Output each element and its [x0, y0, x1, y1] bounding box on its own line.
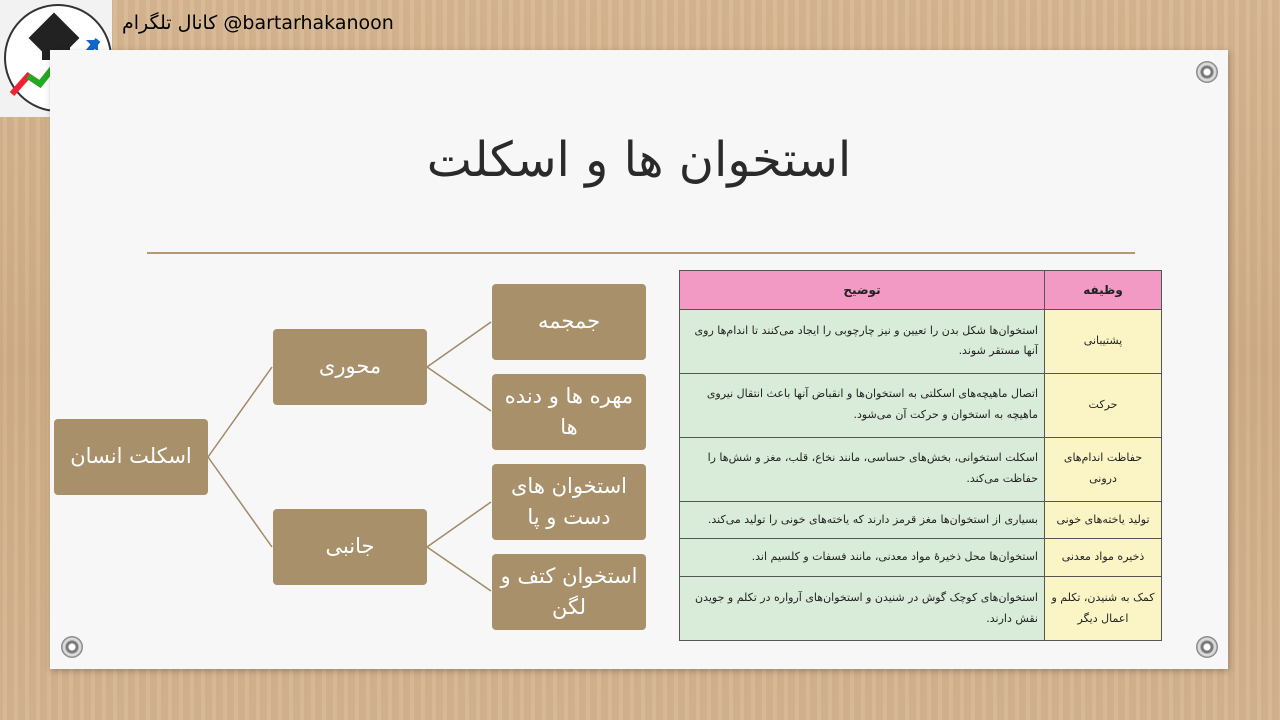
description-cell: اسکلت استخوانی، بخش‌های حساسی، مانند نخاع، قلب، مغز و شش‌ها را حفاظت می‌کند. — [680, 437, 1045, 501]
bone-functions-table — [679, 270, 1162, 641]
diagram-node-axial: محوری — [273, 329, 427, 405]
function-cell: پشتیبانی — [1045, 310, 1162, 374]
diagram-leaf-limb-bones: استخوان های دست و پا — [492, 464, 646, 540]
slide-title: استخوان ها و اسکلت — [426, 132, 852, 188]
description-cell: استخوان‌های کوچک گوش در شنیدن و استخوان‌های آرواره در تکلم و جویدن نقش دارند. — [680, 577, 1045, 641]
connector-axial-skull — [427, 322, 491, 367]
diagram-root-node: اسکلت انسان — [54, 419, 208, 495]
table-row — [680, 539, 1162, 577]
diagram-node-appendicular: جانبی — [273, 509, 427, 585]
function-cell: حفاظت اندام‌های درونی — [1045, 437, 1162, 501]
header-description: توضیح — [680, 271, 1045, 310]
table-row — [680, 310, 1162, 374]
description-cell: استخوان‌ها محل ذخیرهٔ مواد معدنی، مانند فسفات و کلسیم اند. — [680, 539, 1045, 577]
description-cell: استخوان‌ها شکل بدن را تعیین و نیز چارچوبی را ایجاد می‌کنند تا اندام‌ها روی آنها مستقر شوند. — [680, 310, 1045, 374]
function-cell: حرکت — [1045, 373, 1162, 437]
diagram-leaf-vertebrae-ribs: مهره ها و دنده ها — [492, 374, 646, 450]
connector-root-axial — [208, 367, 272, 457]
connector-appendicular-limbs — [427, 502, 491, 547]
table-row — [680, 373, 1162, 437]
channel-caption: کانال تلگرام @bartarhakanoon — [122, 12, 394, 34]
table-row — [680, 501, 1162, 539]
description-cell: اتصال ماهیچه‌های اسکلتی به استخوان‌ها و انقباض آنها باعث انتقال نیروی ماهیچه به استخوان و حرکت آن می‌شود. — [680, 373, 1045, 437]
connector-appendicular-girdle — [427, 547, 491, 591]
connector-axial-vertebrae — [427, 367, 491, 411]
function-cell: ذخیره مواد معدنی — [1045, 539, 1162, 577]
connector-root-appendicular — [208, 457, 272, 547]
function-cell: تولید یاخته‌های خونی — [1045, 501, 1162, 539]
diagram-leaf-shoulder-pelvis: استخوان کتف و لگن — [492, 554, 646, 630]
description-cell: بسیاری از استخوان‌ها مغز قرمز دارند که یاخته‌های خونی را تولید می‌کند. — [680, 501, 1045, 539]
table-header-row — [680, 271, 1162, 310]
table-row — [680, 437, 1162, 501]
diagram-leaf-skull: جمجمه — [492, 284, 646, 360]
header-function: وظیفه — [1045, 271, 1162, 310]
function-cell: کمک به شنیدن، تکلم و اعمال دیگر — [1045, 577, 1162, 641]
table-row — [680, 577, 1162, 641]
